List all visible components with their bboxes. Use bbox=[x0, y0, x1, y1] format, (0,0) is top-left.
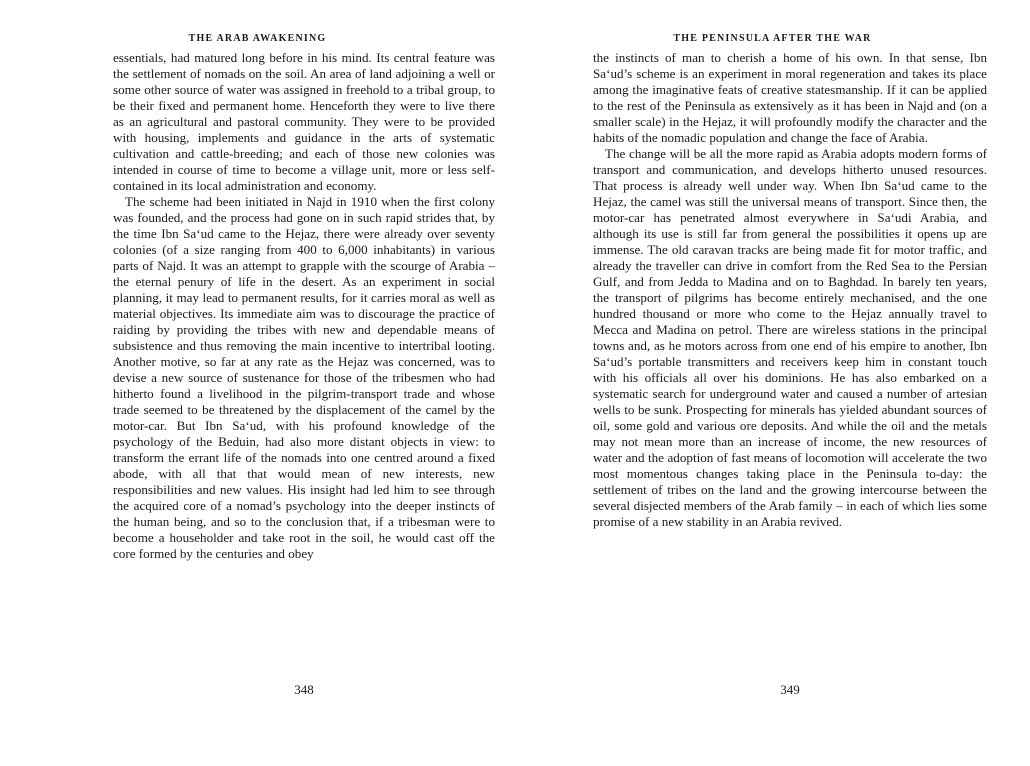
paragraph: The change will be all the more rapid as Arabia adopts modern forms of transport and communication, and develops hitherto unused resources. That process is already well under way. When Ibn Sa‘ud came to the Hejaz, the camel was still the universal means of transport. Since then, the motor-car has penetrated almost everywhere in Sa‘udi Arabia, and although its use is still far from general the possibilities it opens up are immense. The old caravan tracks are being made fit for motor traffic, and already the traveller can drive in comfort from the Red Sea to the Persian Gulf, and from Jedda to Madina and on to Baghdad. In barely ten years, the transport of pilgrims has become entirely mechanised, and the one hundred thousand or more who come to the Hejaz annually travel to Mecca and Madina on petrol. There are wireless stations in the principal towns and, as he motors across from one end of his empire to another, Ibn Sa‘ud’s portable transmitters and receivers keep him in constant touch with his officials all over his dominions. He has also embarked on a systematic search for underground water and caused a number of artesian wells to be sunk. Prospecting for minerals has yielded abundant sources of oil, some gold and various ore deposits. And while the oil and the metals may not mean more than an increase of income, the new resources of water and the adoption of fast means of locomotion will accelerate the two most momentous changes taking place in the Peninsula to-day: the settlement of tribes on the land and the growing intercourse between the several disjected members of the Arab family – in each of which lies some promise of a new stability in an Arabia revived. bbox=[593, 146, 987, 529]
running-head-left: THE ARAB AWAKENING bbox=[188, 33, 327, 44]
body-text-right bbox=[593, 50, 987, 530]
right-page bbox=[515, 0, 1030, 766]
paragraph: the instincts of man to cherish a home of his own. In that sense, Ibn Sa‘ud’s scheme is an experiment in moral regeneration and takes its place among the imaginative feats of creative statesmanship. If it can be applied to the rest of the Peninsula as extensively as it has been in Najd and (on a smaller scale) in the Hejaz, it will profoundly modify the character and the habits of the nomadic population and change the face of Arabia. bbox=[593, 50, 987, 145]
paragraph: essentials, had matured long before in his mind. Its central feature was the settlement of nomads on the soil. An area of land adjoining a well or some other source of water was assigned in freehold to a tribal group, to be their fixed and permanent home. Henceforth they were to live there as an agricultural and pastoral community. They were to be provided with housing, implements and guidance in the arts of systematic cultivation and cattle-breeding; and each of those new colonies was intended in course of time to become a village unit, more or less self-contained in its local administration and economy. bbox=[113, 50, 495, 193]
body-text-left bbox=[113, 50, 495, 562]
page-number-right: 349 bbox=[780, 682, 800, 697]
paragraph: The scheme had been initiated in Najd in 1910 when the first colony was founded, and the process had gone on in such rapid strides that, by the time Ibn Sa‘ud came to the Hejaz, there were already over seventy colonies (of a size ranging from 400 to 6,000 inhabitants) in various parts of Najd. It was an attempt to grapple with the scourge of Arabia – the eternal penury of life in the desert. As an experiment in social planning, it may lead to permanent results, for it carries moral as well as material objectives. Its immediate aim was to discourage the practice of raiding by providing the tribes with new and dependable means of subsistence and thus removing the main incentive to intertribal looting. Another motive, so far at any rate as the Hejaz was concerned, was to devise a new source of sustenance for those of the tribesmen who had hitherto found a livelihood in the pilgrim-transport trade and whose trade seemed to be threatened by the displacement of the camel by the motor-car. But Ibn Sa‘ud, with his profound knowledge of the psychology of the Beduin, had also more distant objects in view: to transform the errant life of the nomads into one centred around a fixed abode, with all that that would mean of new interests, new responsibilities and new values. His insight had led him to see through the acquired core of a nomad’s psychology into the deeper instincts of the human being, and so to the conclusion that, if a tribesman were to become a householder and take root in the soil, he would cast off the core formed by the centuries and obey bbox=[113, 194, 495, 561]
running-head-right: THE PENINSULA AFTER THE WAR bbox=[673, 33, 872, 44]
page-number-left: 348 bbox=[294, 682, 314, 697]
